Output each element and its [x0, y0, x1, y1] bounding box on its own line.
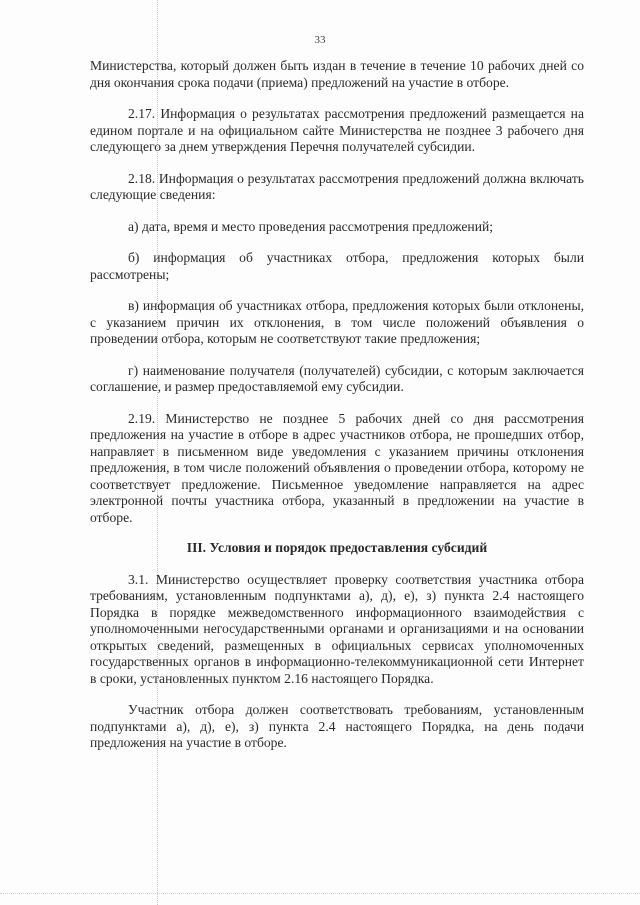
page-number: 33 [314, 34, 326, 46]
paragraph-continuation: Министерства, который должен быть издан в течение в течение 10 рабочих дней со дня окончания срока подачи (приема) предложений на участие в отборе. [90, 58, 584, 90]
paragraph-2-17: 2.17. Информация о результатах рассмотрения предложений размещается на едином портале и на официальном сайте Министерства не позднее 3 рабочего дня следующего за днем утверждения Перечня получателей субсидии. [90, 106, 584, 154]
paragraph-2-18: 2.18. Информация о результатах рассмотрения предложений должна включать следующие сведения: [90, 170, 584, 202]
paragraph-2-18-c: в) информация об участниках отбора, предложения которых были отклонены, с указанием причин их отклонения, в том числе положений объявления о проведении отбора, которым не соответствуют такие предложения; [90, 298, 584, 346]
paragraph-2-19: 2.19. Министерство не позднее 5 рабочих дней со дня рассмотрения предложения на участие в отборе в адрес участников отбора, не прошедших отбор, направляет в письменном виде уведомления с указанием причины отклонения предложения, в том числе положений объявления о проведении отбора, которому не соответствует предложение. Письменное уведомление направляется на адрес электронной почты участника отбора, указанный в предложении на участие в отборе. [90, 410, 584, 525]
section-3-title: III. Условия и порядок предоставления субсидий [186, 540, 488, 555]
paragraph-3-1: 3.1. Министерство осуществляет проверку соответствия участника отбора требованиям, установленным подпунктами а), д), е), з) пункта 2.4 настоящего Порядка в порядке межведомственного информационного взаимодействия с уполномоченными негосударственными органами и организациями и на основании открытых сведений, размещенных в официальных сервисах уполномоченных государственных органов в информационно-телекоммуникационной сети Интернет в сроки, установленных пунктом 2.16 настоящего Порядка. [90, 571, 584, 686]
paragraph-2-18-b: б) информация об участниках отбора, предложения которых были рассмотрены; [90, 250, 584, 282]
paragraph-2-18-d: г) наименование получателя (получателей) субсидии, с которым заключается соглашение, и размер предоставляемой ему субсидии. [90, 362, 584, 394]
document-body [90, 58, 584, 752]
scan-bottom-edge [0, 893, 640, 894]
paragraph-2-18-a: а) дата, время и место проведения рассмотрения предложений; [128, 218, 494, 234]
paragraph-3-1-participant: Участник отбора должен соответствовать требованиям, установленным подпунктами а), д), е), з) пункта 2.4 настоящего Порядка, на день подачи предложения на участие в отборе. [90, 702, 584, 750]
